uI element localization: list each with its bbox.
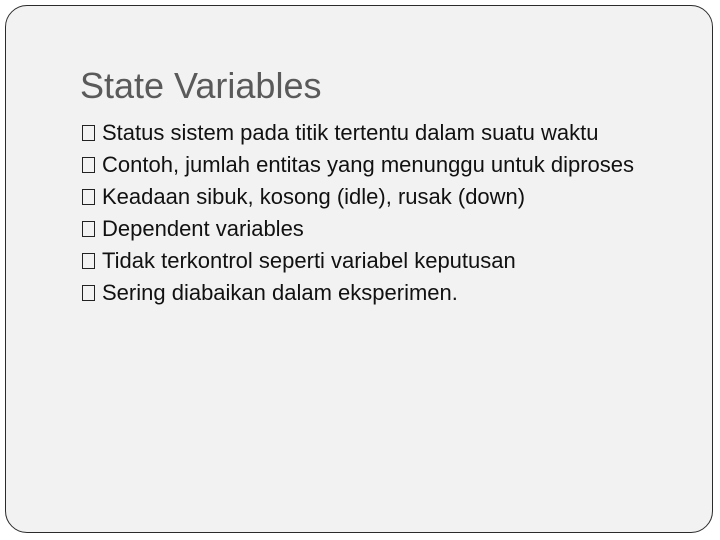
bullet-box-icon [82, 125, 95, 141]
bullet-item [82, 119, 642, 146]
bullet-item [82, 151, 642, 178]
bullet-text: Sering diabaikan dalam eksperimen. [102, 280, 458, 305]
bullet-box-icon [82, 285, 95, 301]
bullet-text: Dependent variables [102, 216, 304, 241]
bullet-box-icon [82, 221, 95, 237]
bullet-item [82, 247, 642, 274]
bullet-text: Keadaan sibuk, kosong (idle), rusak (down) [102, 184, 526, 209]
bullet-list [82, 119, 642, 311]
bullet-text: Contoh, jumlah entitas yang menunggu untuk diproses [102, 152, 635, 177]
bullet-text: Status sistem pada titik tertentu dalam suatu waktu [102, 120, 599, 145]
slide-title: State Variables [80, 65, 322, 106]
bullet-box-icon [82, 157, 95, 173]
bullet-box-icon [82, 189, 95, 205]
bullet-item [82, 279, 642, 306]
bullet-box-icon [82, 253, 95, 269]
slide-frame [5, 5, 713, 533]
bullet-item [82, 183, 642, 210]
bullet-item [82, 215, 642, 242]
bullet-text: Tidak terkontrol seperti variabel keputusan [102, 248, 516, 273]
